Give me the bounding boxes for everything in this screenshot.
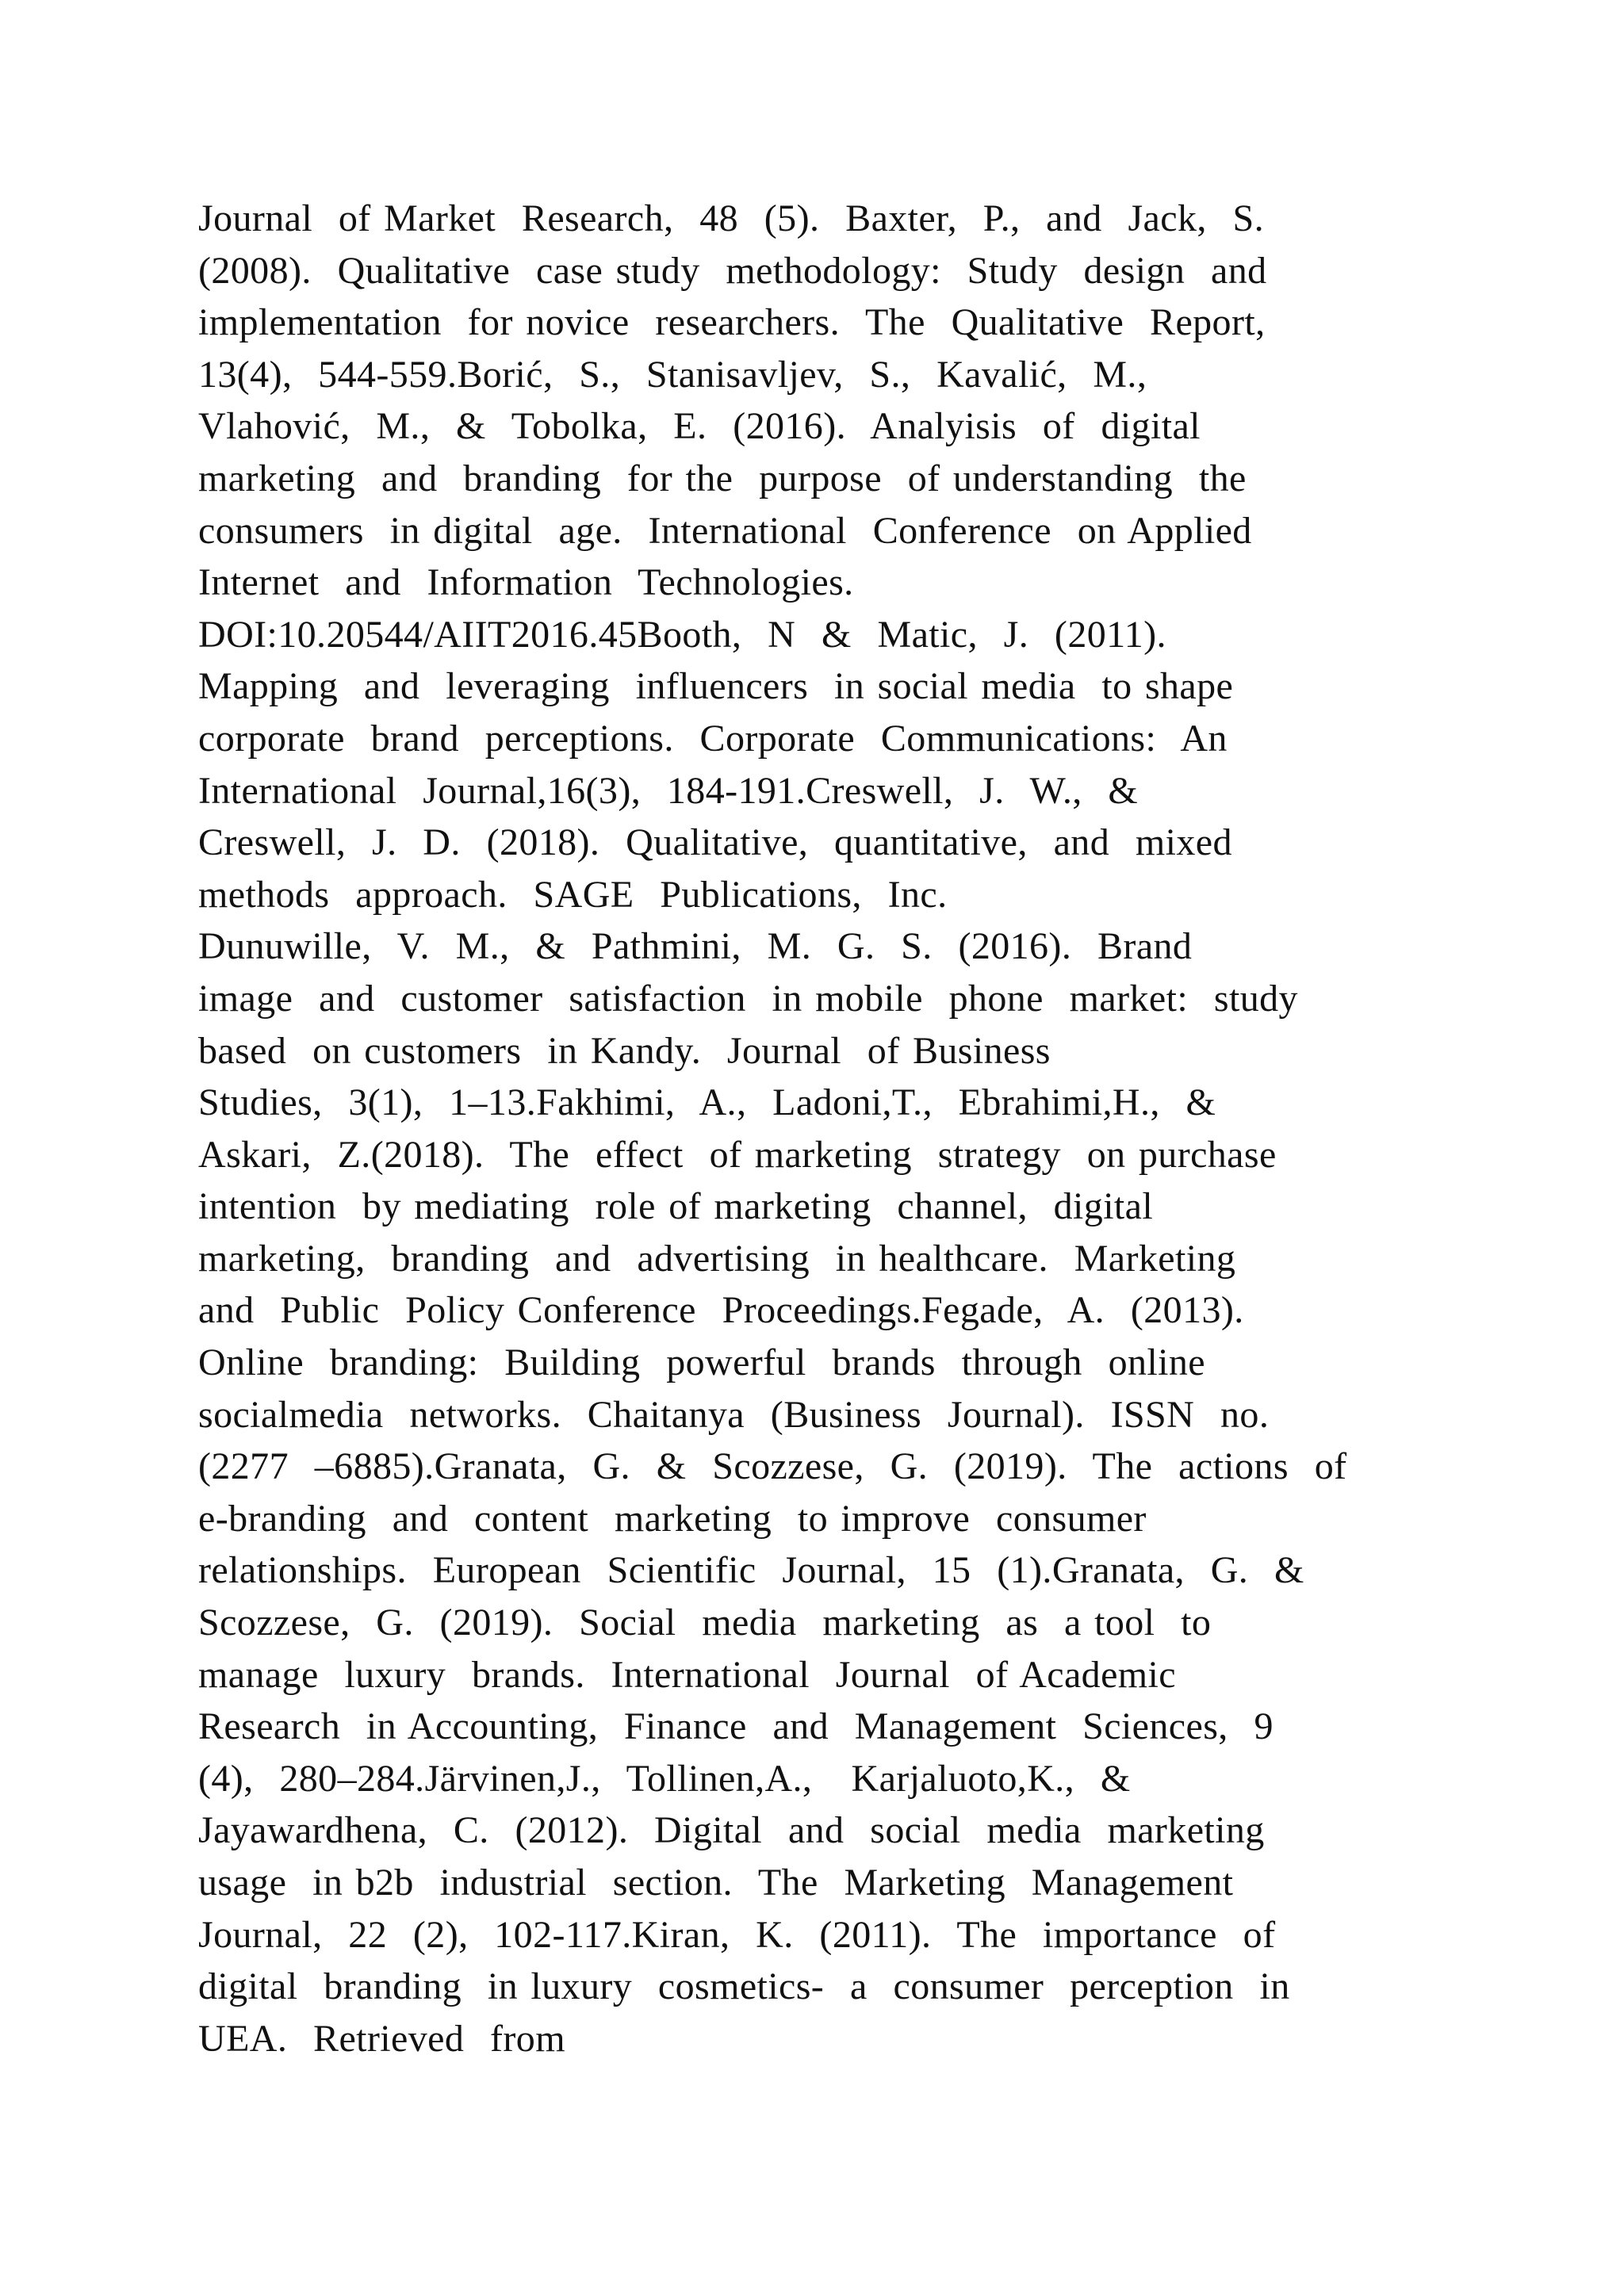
text-line: Scozzese, G. (2019). Social media marketing as a tool to [198, 1601, 1212, 1644]
text-line: (4), 280–284.Järvinen,J., Tollinen,A., Karjaluoto,K., & [198, 1757, 1131, 1800]
text-line: International Journal,16(3), 184-191.Creswell, J. W., & [198, 769, 1139, 812]
text-line: and Public Policy Conference Proceedings.Fegade, A. (2013). [198, 1289, 1244, 1332]
text-line: relationships. European Scientific Journal, 15 (1).Granata, G. & [198, 1549, 1304, 1592]
text-line: image and customer satisfaction in mobile phone market: study [198, 977, 1298, 1020]
text-line: Journal of Market Research, 48 (5). Baxter, P., and Jack, S. [198, 197, 1265, 239]
text-line: Vlahović, M., & Tobolka, E. (2016). Analyisis of digital [198, 405, 1201, 448]
text-line: consumers in digital age. International Conference on Applied [198, 509, 1252, 552]
text-line: (2008). Qualitative case study methodology: Study design and [198, 249, 1267, 292]
text-line: Mapping and leveraging influencers in social media to shape [198, 665, 1234, 708]
text-line: Studies, 3(1), 1–13.Fakhimi, A., Ladoni,T., Ebrahimi,H., & [198, 1081, 1216, 1124]
text-line: corporate brand perceptions. Corporate Communications: An [198, 717, 1228, 760]
text-line: marketing and branding for the purpose of understanding the [198, 457, 1247, 499]
text-line: digital branding in luxury cosmetics- a consumer perception in [198, 1965, 1290, 2008]
text-line: Jayawardhena, C. (2012). Digital and social media marketing [198, 1809, 1265, 1852]
text-line: UEA. Retrieved from [198, 2017, 565, 2060]
text-line: Journal, 22 (2), 102-117.Kiran, K. (2011). The importance of [198, 1913, 1276, 1956]
text-line: 13(4), 544-559.Borić, S., Stanisavljev, S., Kavalić, M., [198, 353, 1147, 396]
text-line: Creswell, J. D. (2018). Qualitative, quantitative, and mixed [198, 821, 1232, 864]
text-line: socialmedia networks. Chaitanya (Business Journal). ISSN no. [198, 1393, 1270, 1436]
text-line: DOI:10.20544/AIIT2016.45Booth, N & Matic, J. (2011). [198, 613, 1166, 656]
text-line: Research in Accounting, Finance and Management Sciences, 9 [198, 1705, 1274, 1748]
text-line: Askari, Z.(2018). The effect of marketing strategy on purchase [198, 1133, 1277, 1176]
text-line: Online branding: Building powerful brands through online [198, 1341, 1205, 1384]
text-line: manage luxury brands. International Journal of Academic [198, 1653, 1176, 1696]
text-line: marketing, branding and advertising in healthcare. Marketing [198, 1237, 1236, 1280]
text-line: methods approach. SAGE Publications, Inc. [198, 873, 948, 916]
text-line: based on customers in Kandy. Journal of Business [198, 1029, 1051, 1072]
text-line: e-branding and content marketing to improve consumer [198, 1497, 1147, 1540]
text-line: implementation for novice researchers. The Qualitative Report, [198, 301, 1266, 344]
text-line: usage in b2b industrial section. The Marketing Management [198, 1862, 1234, 1904]
text-line: intention by mediating role of marketing channel, digital [198, 1185, 1154, 1228]
reference-text [198, 193, 1451, 2064]
text-line: Internet and Information Technologies. [198, 561, 854, 604]
text-line: Dunuwille, V. M., & Pathmini, M. G. S. (2016). Brand [198, 925, 1193, 968]
text-line: (2277 –6885).Granata, G. & Scozzese, G. (2019). The actions of [198, 1445, 1347, 1488]
